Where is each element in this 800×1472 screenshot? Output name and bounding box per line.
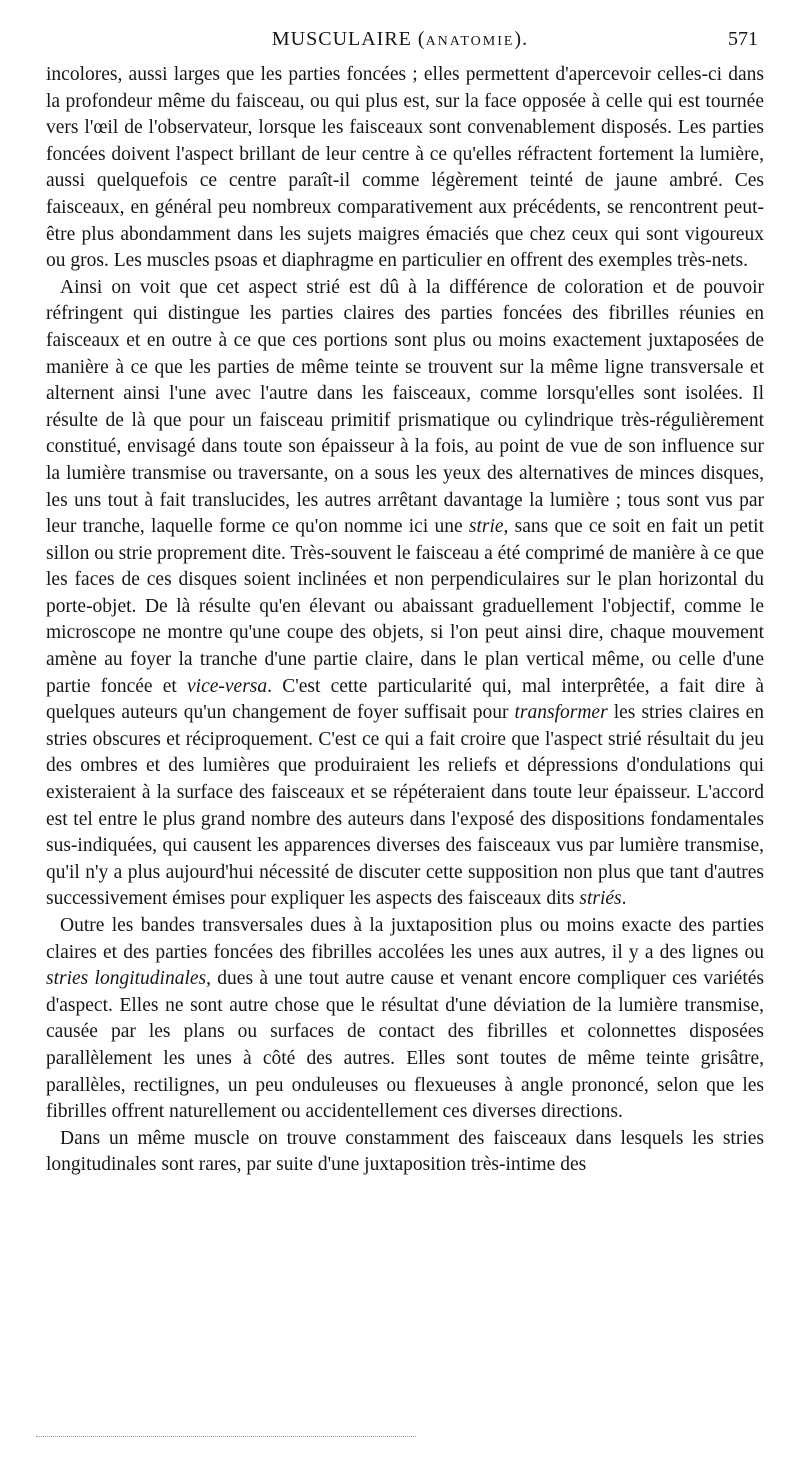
paragraph-3: [46, 913, 764, 1126]
paragraph-2: [46, 275, 764, 913]
italic-term: strie: [468, 516, 504, 538]
running-head: [36, 28, 764, 54]
running-title-end: ).: [514, 28, 529, 50]
page-number: 571: [728, 28, 758, 50]
text-run: Ainsi on voit que cet aspect strié est dû à la différence de coloration et de pouvoir réfringent qui distingue les parties claires des parties foncées des fibrilles réunies en faisceaux et en outre à ce que ces portions sont plus ou moins exactement juxtaposées de manière à ce que les parties de même teinte se trouvent sur la même ligne transversale et alternent ainsi l'une avec l'autre dans les faisceaux, comme lorsqu'elles sont isolées. Il résulte de là que pour un faisceau primitif prismatique ou cylindrique très-régulièrement constitué, envisagé dans toute son épaisseur à la fois, au point de vue de son influence sur la lumière transmise ou traversante, on a sous les yeux des alternatives de minces disques, les uns tout à fait translucides, les autres arrêtant davantage la lumière ; tous sont vus par leur tranche, laquelle forme ce qu'on nomme ici une: [46, 276, 764, 538]
italic-term: transformer: [514, 702, 608, 724]
paragraph-1: [46, 62, 764, 275]
text-run: incolores, aussi larges que les parties foncées ; elles permettent d'apercevoir celles-ci dans la profondeur même du faisceau, ou qui plus est, sur la face opposée à celle qui est tournée vers l'œil de l'observateur, lorsque les faisceaux sont convenablement disposés. Les parties foncées doivent l'aspect brillant de leur centre à ce qu'elles réfractent fortement la lumière, aussi quelquefois ce centre paraît-il comme légèrement teinté de jaune ambré. Ces faisceaux, en général peu nombreux comparativement aux précédents, se rencontrent peut-être plus abondamment dans les sujets maigres émaciés que chez ceux qui sont vigoureux ou gros. Les muscles psoas et diaphragme en particulier en offrent des exemples très-nets.: [46, 64, 764, 272]
text-run: , sans que ce soit en fait un petit sillon ou strie proprement dite. Très-souvent le faisceau a été comprimé de manière à ce que les faces de ces disques soient inclinées et non perpendiculaires sur le plan horizontal du porte-objet. De là résulte qu'en élevant ou abaissant graduellement l'objectif, comme le microscope ne montre qu'une coupe des objets, si l'on peut ainsi dire, chaque mouvement amène au foyer la tranche d'une partie claire, dans le plan vertical même, ou celle d'une partie foncée et: [46, 516, 765, 697]
text-run: .: [621, 888, 627, 910]
body-text: [46, 62, 764, 1179]
italic-term: striés: [579, 888, 622, 910]
italic-term: stries longitudinales: [46, 968, 207, 990]
italic-term: vice-versa: [187, 675, 268, 697]
paragraph-4: [46, 1126, 764, 1179]
running-title-subject: ANATOMIE: [425, 34, 515, 49]
footer-rule: [36, 1436, 416, 1437]
text-run: Dans un même muscle on trouve constamment des faisceaux dans lesquels les stries longitudinales sont rares, par suite d'une juxtaposition très-intime des: [46, 1127, 764, 1176]
text-run: Outre les bandes transversales dues à la juxtaposition plus ou moins exacte des parties claires et des parties foncées des fibrilles accolées les unes aux autres, il y a des lignes ou: [46, 915, 764, 963]
running-title: [36, 28, 764, 51]
running-title-main: MUSCULAIRE (: [271, 28, 426, 50]
text-run: . C'est cette particularité qui, mal interprêtée, a fait dire à quelques auteurs qu'un changement de foyer suffisait pour: [46, 675, 765, 724]
text-run: , dues à une tout autre cause et venant encore compliquer ces variétés d'aspect. Elles ne sont autre chose que le résultat d'une déviation de la lumière transmise, causée par les plans ou surfaces de contact des fibrilles et colonnettes disposées parallèlement les unes à côté des autres. Elles sont toutes de même teinte grisâtre, parallèles, rectilignes, un peu onduleuses ou flexueuses à angle prononcé, selon que les fibrilles offrent naturellement ou accidentellement ces diverses directions.: [46, 968, 765, 1123]
text-run: les stries claires en stries obscures et réciproquement. C'est ce qui a fait croire que l'aspect strié résultait du jeu des ombres et des lumières que produiraient les reliefs et dépressions d'ondulations qui existeraient à la surface des faisceaux et se répéteraient dans toute leur épaisseur. L'accord est tel entre le plus grand nombre des auteurs dans l'exposé des dispositions fondamentales sus-indiquées, qui causent les apparences diverses des faisceaux vus par lumière transmise, qu'il n'y a plus aujourd'hui nécessité de discuter cette supposition non plus que tant d'autres successivement émises pour expliquer les aspects des faisceaux dits: [46, 702, 764, 910]
